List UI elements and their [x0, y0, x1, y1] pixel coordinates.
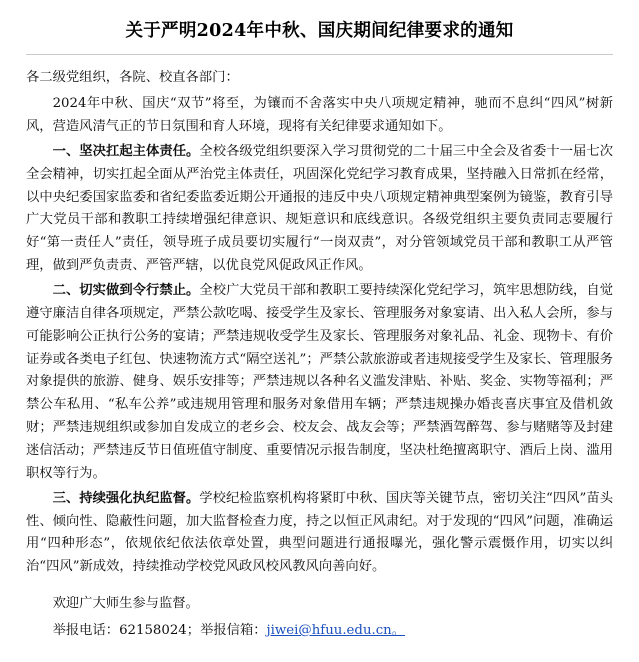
- page-title: 关于严明2024年中秋、国庆期间纪律要求的通知: [125, 21, 514, 41]
- section-3-heading: 三、持续强化执纪监督。: [52, 490, 200, 506]
- paragraph-section-3: [26, 488, 613, 579]
- report-phone-label: 举报电话：: [52, 623, 120, 639]
- section-2-text: 全校广大党员干部和教职工要持续深化党纪学习，筑牢思想防线，自觉遵守廉洁自律各项规定，严禁公款吃喝、接受学生及家长、管理服务对象宴请、出入私人会所，参与可能影响公正执行公务的宴请；严禁违规收受学生及家长、管理服务对象礼品、礼金、现物卡、有价证券或各类电子红包、快速物流方式“隔空送礼”；严禁公款旅游或者违规接受学生及家长、管理服务对象提供的旅游、健身、娱乐安排等；严禁违规以各种名义滥发津贴、补贴、奖金、实物等福利；严禁公车私用、“私车公养”或违规用管理和服务对象借用车辆；严禁违规操办婚丧喜庆事宜及借机敛财；严禁违规组织或参加自发成立的老乡会、校友会、战友会等；严禁酒驾醉驾、参与赌赌等及封建迷信活动；严禁违反节日值班值守制度、重要情况示报告制度，坚决杜绝擅离职守、酒后上岗、滥用职权等行为。: [26, 282, 614, 481]
- salutation: 各二级党组织，各院、校直各部门：: [26, 70, 239, 86]
- contact-line: [26, 620, 613, 643]
- report-mailbox-label: 举报信箱：: [200, 623, 267, 639]
- paragraph-section-2: [26, 280, 613, 486]
- section-1-text: 全校各级党组织要深入学习贯彻党的二十届三中全会及省委十一届七次全会精神，切实扛起全面从严治党主体责任，巩固深化党纪学习教育成果，坚持融入日常抓在经常，以中央纪委国家监委和省纪委监委近期公开通报的违反中央八项规定精神典型案例为镜鉴，教育引导广大党员干部和教职工持续增强纪律意识、规矩意识和底线意识。各级党组织主要负责同志要履行好“第一责任人”责任，领导班子成员要切实履行“一岗双责”，对分管领域党员干部和教职工从严管理，做到严负责责、严管严辖，以优良党风促政风正作风。: [26, 143, 614, 274]
- title-divider: [26, 54, 613, 55]
- paragraph-section-1: [26, 141, 613, 278]
- document-body: [26, 67, 613, 642]
- report-phone-value: 62158024；: [119, 623, 201, 639]
- paragraph-intro: 2024年中秋、国庆“双节”将至，为镶而不舍落实中央八项规定精神，驰而不息纠“四风”树新风，营造风清气正的节日氛围和育人环境，现将有关纪律要求通知如下。: [26, 96, 613, 134]
- report-mailbox-value[interactable]: jiwei@hfuu.edu.cn。: [266, 623, 406, 639]
- section-1-heading: 一、坚决扛起主体责任。: [52, 143, 200, 159]
- section-2-heading: 二、切实做到令行禁止。: [52, 282, 200, 298]
- closing-line: 欢迎广大师生参与监督。: [52, 596, 199, 612]
- page-bottom-fade: [0, 646, 639, 662]
- section-3-text: 学校纪检监察机构将紧盯中秋、国庆等关键节点，密切关注“四风”苗头性、倾向性、隐蔽性问题，加大监督检查力度，持之以恒正风肃纪。对于发现的“四风”问题，准确运用“四种形态”，依规依纪依法依章处置，典型问题进行通报曝光，强化警示震慑作用，切实以纠治“四风”新成效，持续推动学校党风政风校风教风向善向好。: [26, 490, 613, 575]
